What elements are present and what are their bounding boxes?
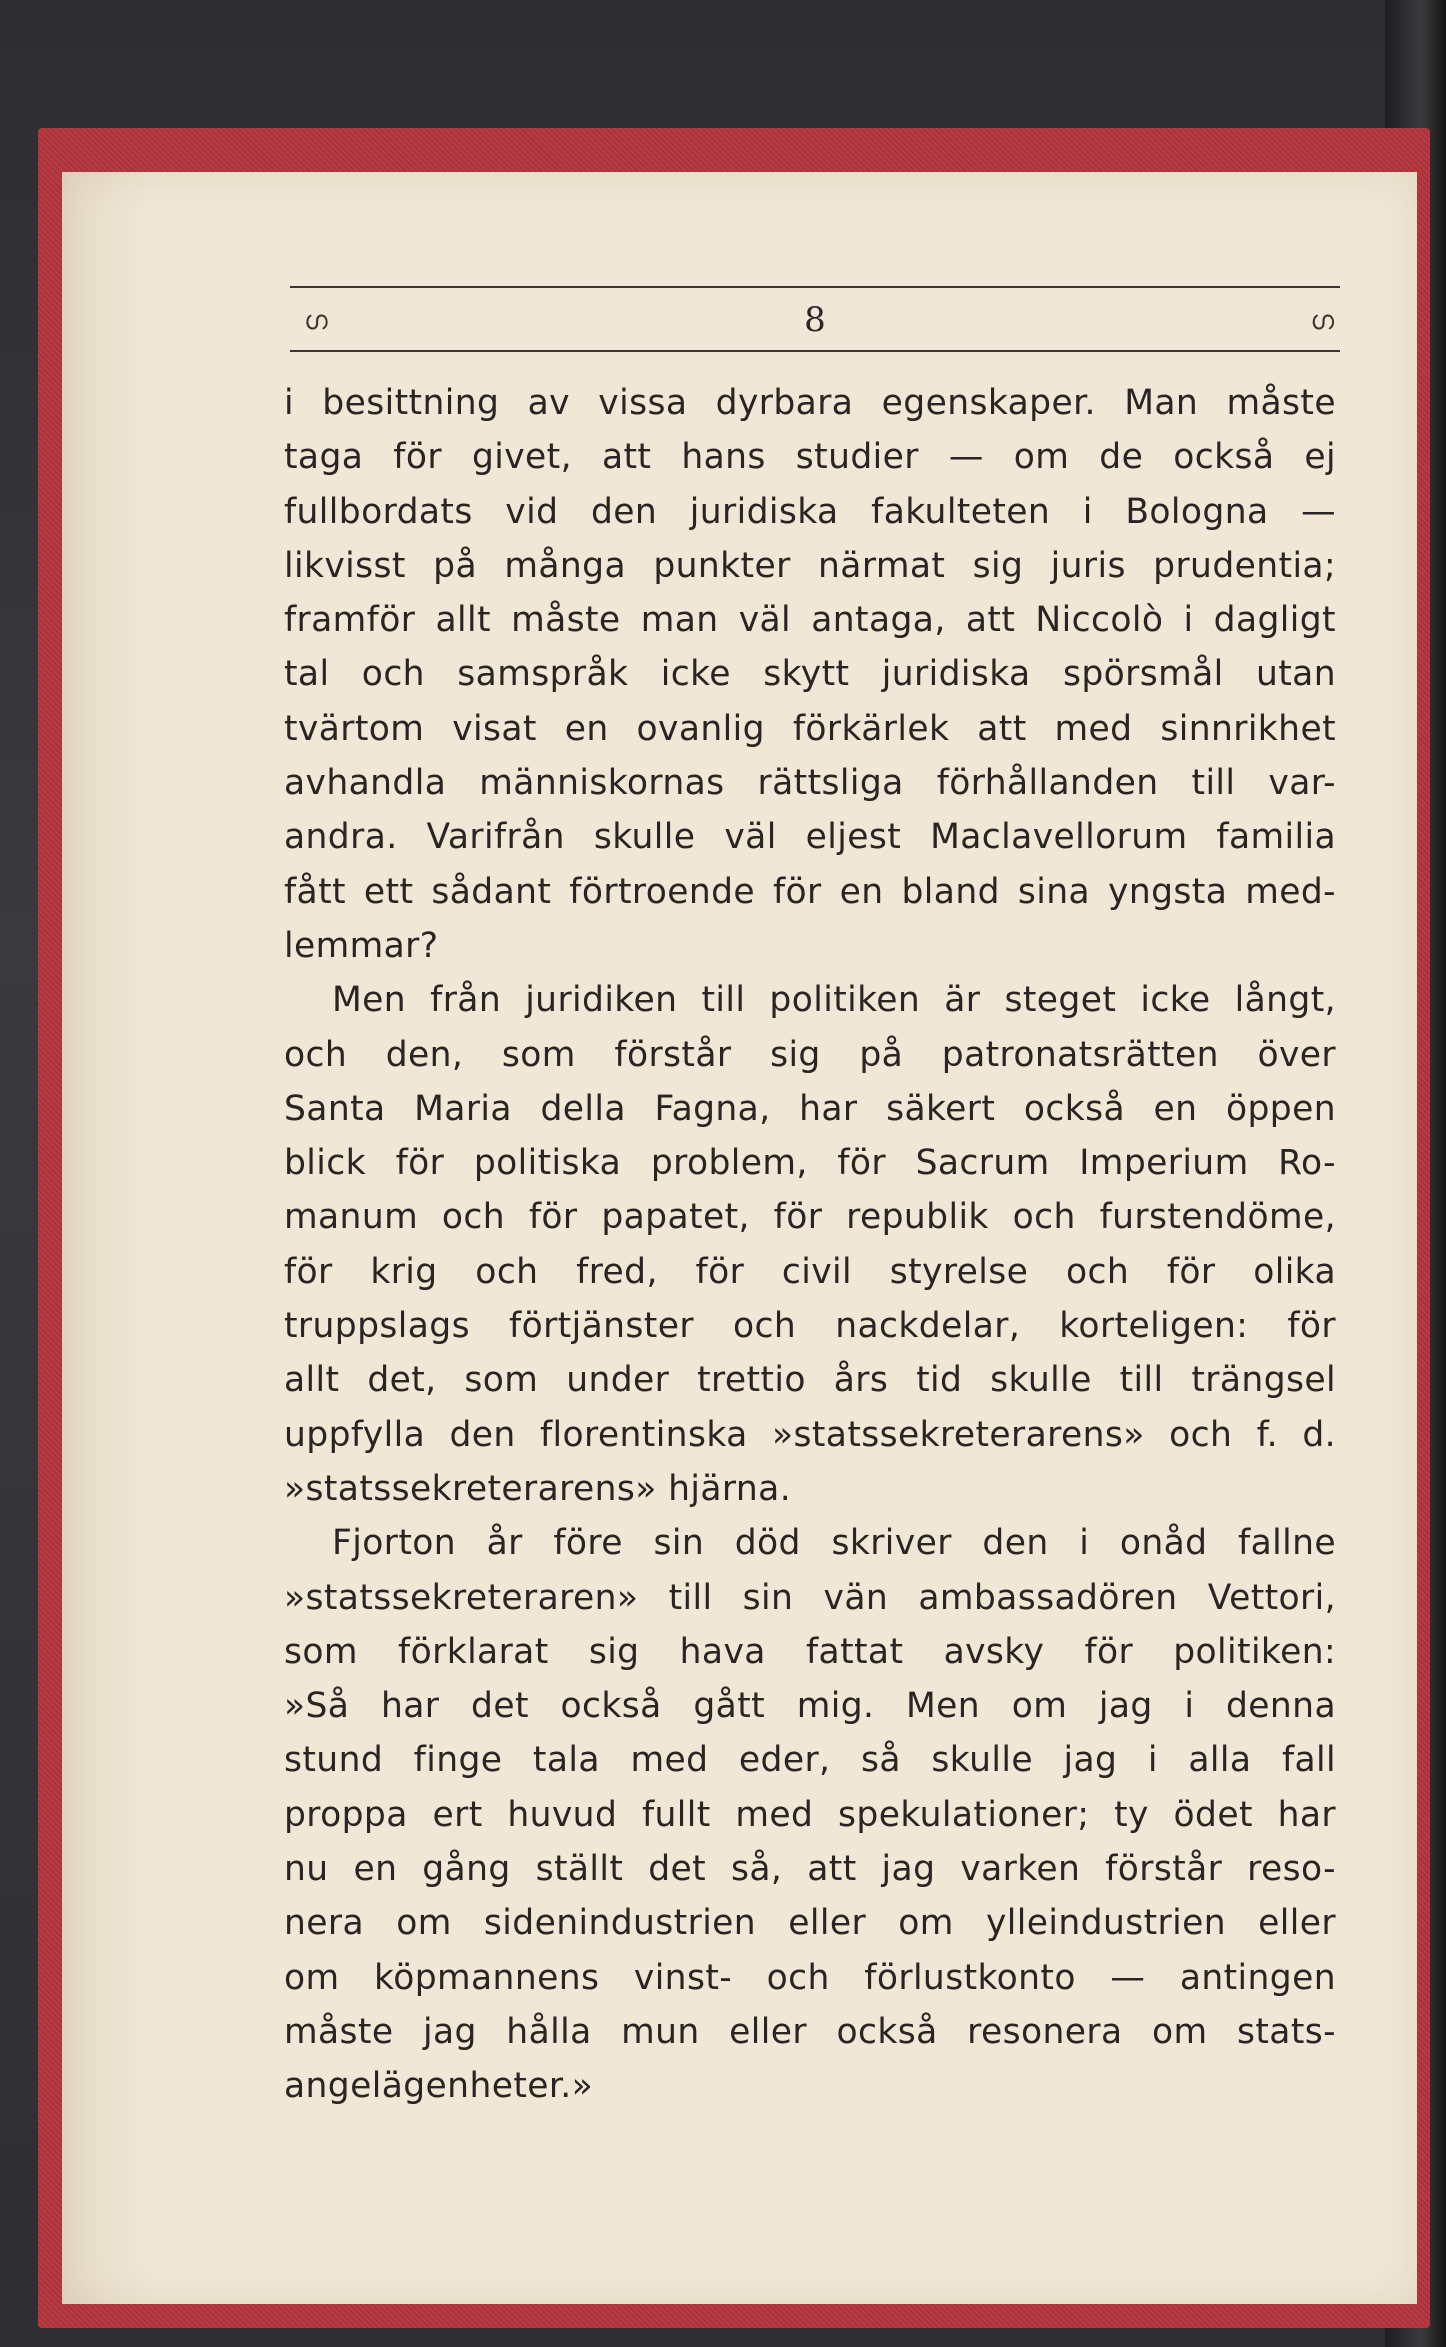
text-line: som förklarat sig hava fattat avsky för politiken: [284,1631,1336,1672]
page-header [290,286,1340,356]
header-rule-bottom [290,350,1340,352]
text-line: proppa ert huvud fullt med spekulationer; ty ödet har [284,1794,1336,1835]
text-line: tvärtom visat en ovanlig förkärlek att med sinnrikhet [284,708,1336,749]
text-line: avhandla människornas rättsliga förhållanden till var- [284,763,1336,804]
text-line: om köpmannens vinst- och förlustkonto — antingen [284,1957,1336,1998]
text-line: »statssekreterarens» hjärna. [284,1468,792,1509]
text-line: blick för politiska problem, för Sacrum Imperium Ro- [284,1143,1336,1184]
paragraph [284,1516,1336,2113]
text-line: i besittning av vissa dyrbara egenskaper. Man måste [284,383,1336,423]
text-line: »statssekreteraren» till sin vän ambassadören Vettori, [284,1577,1336,1618]
text-line: truppslags förtjänster och nackdelar, korteligen: för [284,1306,1336,1347]
text-line: uppfylla den florentinska »statssekreterarens» och f. d. [284,1414,1336,1455]
body-text [284,376,1336,2114]
text-line: Fjorton år före sin död skriver den i onåd fallne [332,1523,1336,1564]
paragraph [284,973,1336,1516]
text-line: andra. Varifrån skulle väl eljest Maclavellorum familia [284,817,1336,858]
page-number: 8 [804,300,826,340]
text-line: stund finge tala med eder, så skulle jag i alla fall [284,1740,1336,1781]
text-line: lemmar? [284,925,439,966]
text-line: »Så har det också gått mig. Men om jag i denna [284,1686,1336,1727]
text-line: måste jag hålla mun eller också resonera om stats- [284,2011,1336,2052]
text-line: nera om sidenindustrien eller om ylleindustrien eller [284,1903,1336,1944]
text-line: Men från juridiken till politiken är steget icke långt, [332,980,1336,1021]
text-line: manum och för papatet, för republik och furstendöme, [284,1197,1336,1238]
text-line: för krig och fred, för civil styrelse och för olika [284,1251,1336,1292]
text-line: taga för givet, att hans studier — om de också ej [284,437,1336,478]
ornament-left-icon: ഗ [304,306,328,336]
text-line: fått ett sådant förtroende för en bland sina yngsta med- [284,871,1336,912]
text-line: nu en gång ställt det så, att jag varken förstår reso- [284,1849,1336,1890]
text-line: Santa Maria della Fagna, har säkert också en öppen [284,1088,1336,1129]
text-line: fullbordats vid den juridiska fakulteten i Bologna — [284,491,1336,532]
text-line: tal och samspråk icke skytt juridiska spörsmål utan [284,654,1336,695]
ornament-right-icon: ഗ [1310,306,1334,336]
text-line: likvisst på många punkter närmat sig juris prudentia; [284,545,1336,586]
text-line: framför allt måste man väl antaga, att Niccolò i dagligt [284,600,1336,641]
text-line: allt det, som under trettio års tid skulle till trängsel [284,1360,1336,1401]
text-line: angelägenheter.» [284,2066,594,2107]
paragraph [284,376,1336,973]
header-rule-top [290,286,1340,288]
text-line: och den, som förstår sig på patronatsrätten över [284,1034,1336,1075]
page-fold-shadow [62,172,152,2304]
